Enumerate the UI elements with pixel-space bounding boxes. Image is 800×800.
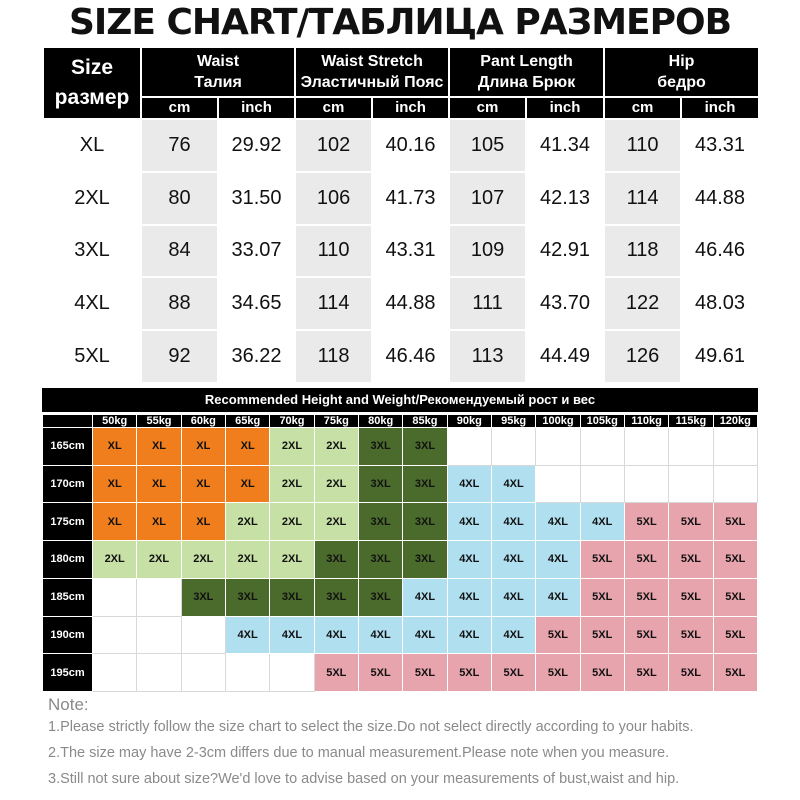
recommended-size-cell: 5XL [358,654,402,692]
size-header-ru: размер [54,86,130,109]
size-label: 2XL [43,172,141,225]
height-label: 180cm [43,541,93,579]
recommended-size-cell: 4XL [491,503,535,541]
waist-stretch-header-ru: Эластичный Пояс [300,74,444,91]
measure-inch-cell: 42.91 [526,225,604,278]
height-row [43,428,758,466]
weight-header: 70kg [270,415,314,428]
weight-header: 75kg [314,415,358,428]
recommended-size-cell: 3XL [403,465,447,503]
unit-cm-header: cm [604,97,681,119]
recommended-size-cell: 2XL [225,503,269,541]
empty-cell [93,654,137,692]
height-label: 185cm [43,578,93,616]
empty-cell [447,428,491,466]
recommended-size-cell: 2XL [137,541,181,579]
page-title: SIZE CHART/ТАБЛИЦА РАЗМЕРОВ [68,2,732,43]
recommended-size-cell: 5XL [669,503,713,541]
empty-cell [624,428,668,466]
recommended-size-cell: 4XL [491,616,535,654]
recommended-size-cell: 4XL [447,465,491,503]
empty-cell [137,616,181,654]
recommended-size-cell: 5XL [536,654,580,692]
empty-cell [93,616,137,654]
measure-inch-cell: 29.92 [218,119,295,172]
recommended-size-cell: 3XL [270,578,314,616]
recommended-size-cell: 5XL [713,541,757,579]
measure-inch-cell: 42.13 [526,172,604,225]
recommended-size-cell: 4XL [358,616,402,654]
recommended-size-cell: 2XL [93,541,137,579]
recommended-size-cell: 4XL [225,616,269,654]
measure-cm-cell: 118 [295,330,372,383]
recommended-title: Recommended Height and Weight/Рекомендуемый рост и вес [42,388,758,412]
recommended-size-cell: XL [225,465,269,503]
recommended-size-cell: 2XL [314,465,358,503]
empty-cell [624,465,668,503]
recommended-size-cell: XL [137,503,181,541]
waist-stretch-header-en: Waist Stretch [321,53,423,70]
size-label: XL [43,119,141,172]
empty-cell [225,654,269,692]
empty-cell [713,428,757,466]
recommended-size-cell: 2XL [270,503,314,541]
recommended-size-cell: 5XL [580,578,624,616]
recommended-size-cell: 5XL [314,654,358,692]
recommended-size-cell: 4XL [536,578,580,616]
height-label: 175cm [43,503,93,541]
measure-inch-cell: 44.88 [372,277,449,330]
measure-inch-cell: 40.16 [372,119,449,172]
recommended-size-cell: 3XL [314,541,358,579]
empty-cell [181,616,225,654]
waist-header-en: Waist [196,53,240,70]
measure-cm-cell: 92 [141,330,218,383]
recommended-size-cell: XL [181,503,225,541]
size-label: 4XL [43,277,141,330]
unit-cm-header: cm [449,97,526,119]
recommended-table [42,414,758,692]
measure-inch-cell: 36.22 [218,330,295,383]
empty-cell [669,428,713,466]
measure-inch-cell: 46.46 [372,330,449,383]
measure-cm-cell: 118 [604,225,681,278]
recommended-size-cell: 3XL [403,428,447,466]
measure-cm-cell: 106 [295,172,372,225]
weight-header: 80kg [358,415,402,428]
size-label: 5XL [43,330,141,383]
measure-cm-cell: 102 [295,119,372,172]
unit-inch-header: inch [218,97,295,119]
unit-inch-header: inch [681,97,759,119]
recommended-size-cell: 3XL [403,541,447,579]
measure-cm-cell: 113 [449,330,526,383]
empty-cell [137,578,181,616]
empty-cell [181,654,225,692]
waist-header-ru: Талия [194,74,242,91]
waist-stretch-header [295,47,449,97]
recommended-size-cell: 3XL [358,541,402,579]
rec-corner-cell [43,415,93,428]
empty-cell [536,465,580,503]
waist-header [141,47,295,97]
recommended-size-cell: 4XL [580,503,624,541]
recommended-size-cell: 5XL [580,616,624,654]
empty-cell [669,465,713,503]
height-row [43,503,758,541]
recommended-size-cell: 4XL [403,578,447,616]
recommended-size-cell: 5XL [624,654,668,692]
measure-cm-cell: 80 [141,172,218,225]
measure-cm-cell: 110 [295,225,372,278]
measure-cm-cell: 114 [295,277,372,330]
height-row [43,541,758,579]
recommended-size-cell: XL [225,428,269,466]
recommended-size-cell: 2XL [314,428,358,466]
recommended-size-cell: XL [181,428,225,466]
recommended-size-cell: 5XL [624,541,668,579]
size-row [43,330,759,383]
recommended-size-cell: XL [137,428,181,466]
size-header [43,47,141,119]
recommended-size-cell: 4XL [403,616,447,654]
unit-inch-header: inch [372,97,449,119]
measure-cm-cell: 84 [141,225,218,278]
weight-header: 50kg [93,415,137,428]
weight-header: 95kg [491,415,535,428]
measure-cm-cell: 111 [449,277,526,330]
recommended-size-cell: 4XL [536,541,580,579]
size-row [43,277,759,330]
measure-cm-cell: 76 [141,119,218,172]
recommended-size-cell: 3XL [181,578,225,616]
weight-header: 55kg [137,415,181,428]
weight-header: 60kg [181,415,225,428]
height-label: 170cm [43,465,93,503]
measure-inch-cell: 43.70 [526,277,604,330]
height-row [43,465,758,503]
hip-header [604,47,759,97]
measure-inch-cell: 41.34 [526,119,604,172]
recommended-size-cell: 3XL [225,578,269,616]
recommended-size-cell: 4XL [447,578,491,616]
measure-cm-cell: 109 [449,225,526,278]
recommended-size-cell: 4XL [491,465,535,503]
height-row [43,654,758,692]
pant-length-header-en: Pant Length [480,53,573,70]
recommended-size-cell: XL [93,465,137,503]
size-row [43,225,759,278]
recommended-size-cell: 4XL [491,541,535,579]
recommended-size-cell: 3XL [358,578,402,616]
recommended-size-cell: 2XL [225,541,269,579]
weight-header-row [43,415,758,428]
recommended-size-cell: 5XL [403,654,447,692]
measure-inch-cell: 43.31 [681,119,759,172]
measure-inch-cell: 48.03 [681,277,759,330]
measure-inch-cell: 49.61 [681,330,759,383]
empty-cell [491,428,535,466]
recommended-size-cell: XL [93,503,137,541]
size-header-en: Size [70,56,114,79]
recommended-size-cell: XL [137,465,181,503]
recommended-size-cell: 5XL [669,541,713,579]
weight-header: 100kg [536,415,580,428]
recommended-size-cell: 3XL [358,428,402,466]
measure-inch-cell: 44.88 [681,172,759,225]
measure-cm-cell: 107 [449,172,526,225]
measure-inch-cell: 43.31 [372,225,449,278]
recommended-size-cell: 4XL [491,578,535,616]
empty-cell [580,428,624,466]
recommended-size-cell: 5XL [669,616,713,654]
measure-inch-cell: 31.50 [218,172,295,225]
measure-inch-cell: 46.46 [681,225,759,278]
unit-cm-header: cm [141,97,218,119]
recommended-size-cell: 4XL [314,616,358,654]
empty-cell [93,578,137,616]
recommended-size-cell: 3XL [358,503,402,541]
notes-title: Note: [48,695,89,714]
recommended-size-cell: 4XL [447,541,491,579]
weight-header: 90kg [447,415,491,428]
recommended-size-cell: 5XL [580,654,624,692]
height-row [43,578,758,616]
weight-header: 115kg [669,415,713,428]
recommended-size-cell: 5XL [447,654,491,692]
measure-inch-cell: 44.49 [526,330,604,383]
recommended-size-cell: 4XL [447,503,491,541]
note-line-2: 2.The size may have 2-3cm differs due to manual measurement.Please note when you measure. [48,745,670,761]
recommended-size-cell: 3XL [403,503,447,541]
measure-cm-cell: 126 [604,330,681,383]
recommended-size-cell: 5XL [624,578,668,616]
weight-header: 110kg [624,415,668,428]
empty-cell [137,654,181,692]
note-line-3: 3.Still not sure about size?We'd love to advise based on your measurements of bust,waist and hip. [48,771,680,787]
unit-inch-header: inch [526,97,604,119]
empty-cell [580,465,624,503]
recommended-size-cell: 5XL [580,541,624,579]
recommended-size-cell: 5XL [669,654,713,692]
measure-cm-cell: 105 [449,119,526,172]
size-label: 3XL [43,225,141,278]
pant-length-header [449,47,604,97]
empty-cell [270,654,314,692]
weight-header: 120kg [713,415,757,428]
size-row [43,119,759,172]
recommended-size-cell: 2XL [270,428,314,466]
recommended-size-cell: 2XL [270,541,314,579]
size-table-body [43,119,759,383]
measure-cm-cell: 110 [604,119,681,172]
pant-length-header-ru: Длина Брюк [477,74,576,91]
empty-cell [713,465,757,503]
recommended-size-cell: 3XL [314,578,358,616]
recommended-size-cell: 5XL [669,578,713,616]
height-label: 165cm [43,428,93,466]
recommended-table-body [43,428,758,692]
measure-cm-cell: 114 [604,172,681,225]
note-line-1: 1.Please strictly follow the size chart to select the size.Do not select directly according to your habits. [48,719,694,735]
recommended-size-cell: 4XL [447,616,491,654]
height-row [43,616,758,654]
height-label: 190cm [43,616,93,654]
recommended-size-cell: 5XL [713,578,757,616]
measure-cm-cell: 88 [141,277,218,330]
recommended-size-cell: 5XL [491,654,535,692]
recommended-size-cell: XL [181,465,225,503]
recommended-size-cell: 5XL [713,503,757,541]
weight-header: 65kg [225,415,269,428]
measure-cm-cell: 122 [604,277,681,330]
recommended-size-cell: 5XL [713,654,757,692]
size-row [43,172,759,225]
recommended-size-cell: 5XL [536,616,580,654]
weight-header: 105kg [580,415,624,428]
recommended-size-cell: 3XL [358,465,402,503]
recommended-size-cell: 4XL [270,616,314,654]
size-chart-table [42,46,760,384]
unit-cm-header: cm [295,97,372,119]
recommended-size-cell: 5XL [624,503,668,541]
measure-inch-cell: 34.65 [218,277,295,330]
hip-header-ru: бедро [657,74,706,91]
height-label: 195cm [43,654,93,692]
hip-header-en: Hip [668,53,695,70]
recommended-size-cell: 2XL [181,541,225,579]
recommended-size-cell: 4XL [536,503,580,541]
weight-header: 85kg [403,415,447,428]
notes-section [48,694,788,796]
recommended-size-cell: 5XL [624,616,668,654]
recommended-size-cell: 5XL [713,616,757,654]
measure-inch-cell: 41.73 [372,172,449,225]
recommended-size-cell: 2XL [314,503,358,541]
recommended-size-cell: XL [93,428,137,466]
measure-inch-cell: 33.07 [218,225,295,278]
recommended-size-cell: 2XL [270,465,314,503]
empty-cell [536,428,580,466]
